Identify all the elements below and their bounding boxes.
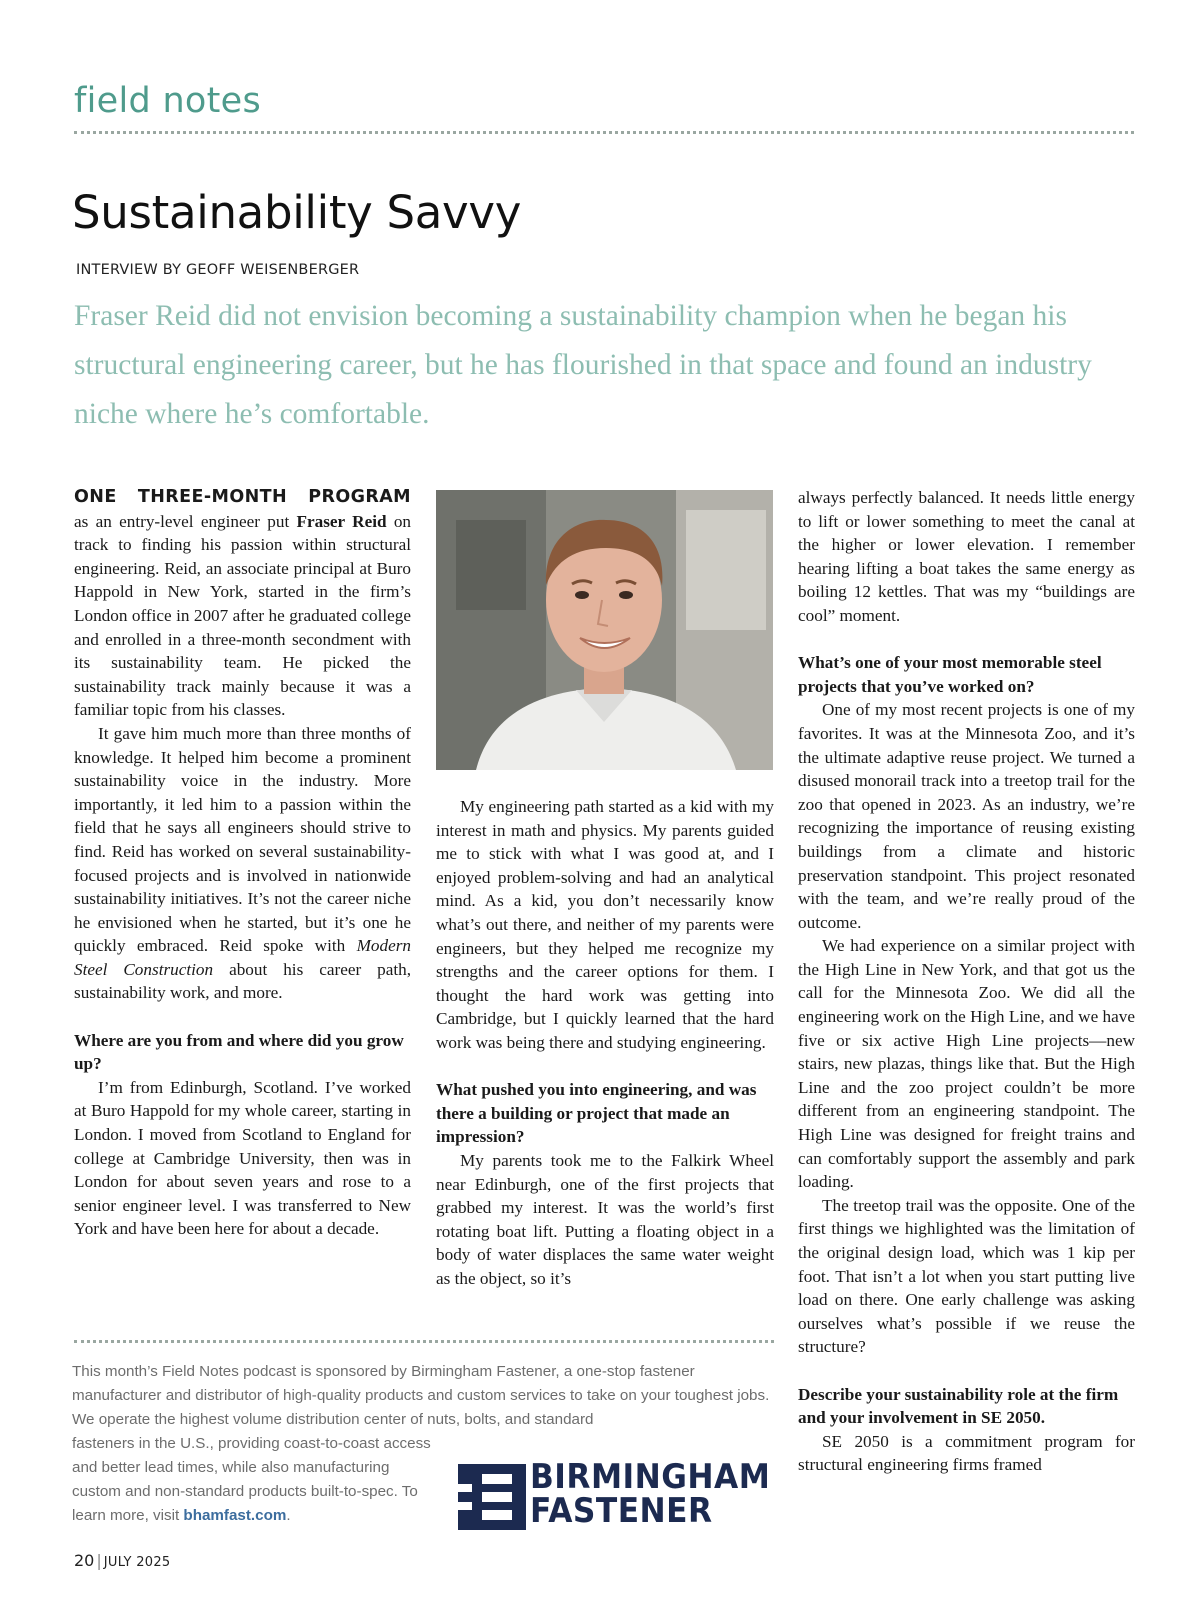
answer: One of my most recent projects is one of my favorites. It was at the Minnesota Zoo, and it’s the ultimate adaptive reuse project. We turned a disused monorail track into a treetop trail for the zoo that opened in 2023. As an industry, we’re recognizing the importance of reusing existing buildings from a climate and historic preservation standpoint. This project resonated with the team, and we’re really proud of the outcome. [798, 700, 1135, 932]
section-divider [74, 131, 1134, 134]
page-number: 20 [74, 1551, 95, 1570]
intro-text: as an entry-level engineer put [74, 511, 297, 531]
question: Describe your sustainability role at the firm and your involvement in SE 2050. [798, 1384, 1119, 1428]
byline: INTERVIEW BY GEOFF WEISENBERGER [76, 262, 360, 278]
sponsor-text-part: . [286, 1507, 291, 1524]
section-label: field notes [74, 81, 262, 121]
intro-text: about his career path, sustainability work, and more. [74, 959, 412, 1003]
portrait-illustration [436, 490, 773, 770]
answer: My parents took me to the Falkirk Wheel near Edinburgh, one of the first projects that grabbed my interest. It was the world’s first rotating boat lift. Putting a floating object in a body of water displaces the same water weight as the object, so it’s [436, 1150, 774, 1288]
sponsor-text-part: fasteners in the U.S., providing coast-to-coast access and better lead times, while also manufacturing custom and non-standard products built-to-spec. To learn more, visit [72, 1435, 431, 1524]
column-1 [74, 485, 411, 1241]
intro-paragraph-1 [74, 485, 411, 722]
folio [74, 1551, 170, 1570]
folio-separator: | [96, 1551, 102, 1570]
intro-paragraph-2 [74, 722, 411, 1005]
answer: I’m from Edinburgh, Scotland. I’ve worked at Buro Happold for my whole career, starting in London. I moved from Scotland to England for college at Cambridge University, then was in London for about seven years and rose to a senior engineer level. I was transferred to New York and have been here for about a decade. [74, 1077, 411, 1239]
publication-name: Modern Steel Construction [74, 936, 411, 979]
question: What pushed you into engineering, and was there a building or project that made an impression? [436, 1080, 757, 1147]
sponsor-logo [458, 1457, 771, 1531]
answer-continued: always perfectly balanced. It needs little energy to lift or lower something to meet the canal at the higher or lower elevation. I remember hearing lifting a boat takes the same energy as boiling 12 kettles. That was my “buildings are cool” moment. [798, 488, 1135, 625]
answer: The treetop trail was the opposite. One of the first things we highlighted was the limitation of the original design load, which was 1 kip per foot. That isn’t a lot when you start putting live load on there. One early challenge was asking ourselves what’s possible if we reuse the structure? [798, 1195, 1135, 1357]
logo-line-1: BIRMINGHAM [530, 1457, 771, 1497]
column-3 [798, 486, 1135, 1477]
lead-in: ONE THREE-MONTH PROGRAM [74, 487, 411, 507]
sponsor-text: This month’s Field Notes podcast is sponsored by Birmingham Fastener, a one-stop fastener manufacturer and distributor of high-quality products and custom services to take on your toughest jobs. We operate the highest volume distribution center of nuts, bolts, and standard [72, 1363, 770, 1428]
issue-date: JULY 2025 [103, 1555, 171, 1570]
article-title: Sustainability Savvy [72, 186, 522, 239]
subject-name: Fraser Reid [296, 511, 387, 531]
sponsor-link[interactable]: bhamfast.com [183, 1507, 287, 1524]
answer-continued: My engineering path started as a kid with my interest in math and physics. My parents guided me to stick with what I was good at, and I enjoyed problem-solving and had an analytical mind. As a kid, you don’t necessarily know what’s out there, and neither of my parents were engineers, but they helped me recognize my strengths and the career options for them. I thought the hard work was getting into Cambridge, but I quickly learned that the hard work was being there and studying engineering. [436, 797, 774, 1052]
article-deck: Fraser Reid did not envision becoming a sustainability champion when he began his structural engineering career, but he has flourished in that space and found an industry niche where he’s comfortable. [74, 300, 1092, 430]
sponsor-divider [74, 1340, 774, 1343]
question: What’s one of your most memorable steel projects that you’ve worked on? [798, 653, 1102, 696]
intro-text: It gave him much more than three months of knowledge. It helped him become a prominent sustainability voice in the industry. More importantly, it led him to a passion within the field that he says all engineers should strive to find. Reid has worked on several sustainability-focused projects and is involved in nationwide sustainability initiatives. It’s not the career niche he envisioned when he started, but it’s one he quickly embraced. Reid spoke with [74, 723, 411, 956]
intro-text: on track to finding his passion within structural engineering. Reid, an associate principal at Buro Happold in New York, started in the firm’s London office in 2007 after he graduated college and enrolled in a three-month secondment with its sustainability team. He picked the sustainability track mainly because it was a familiar topic from his classes. [74, 511, 411, 720]
answer: We had experience on a similar project with the High Line in New York, and that got us the call for the Minnesota Zoo. We did all the engineering work on the High Line, and we have five or six active High Line projects—new stairs, new plazas, things like that. But the High Line and the zoo project couldn’t be more different from an engineering standpoint. The High Line was designed for freight trains and can comfortably support the assembly and park loading. [798, 936, 1135, 1192]
logo-wordmark [530, 1457, 771, 1531]
answer: SE 2050 is a commitment program for structural engineering firms framed [798, 1431, 1135, 1475]
question: Where are you from and where did you grow up? [74, 1030, 404, 1074]
logo-line-2: FASTENER [530, 1491, 713, 1531]
portrait-photo [436, 490, 773, 770]
column-2 [436, 795, 774, 1290]
sponsor-text-wrap [72, 1432, 432, 1528]
birmingham-fastener-logo-icon [458, 1464, 526, 1530]
